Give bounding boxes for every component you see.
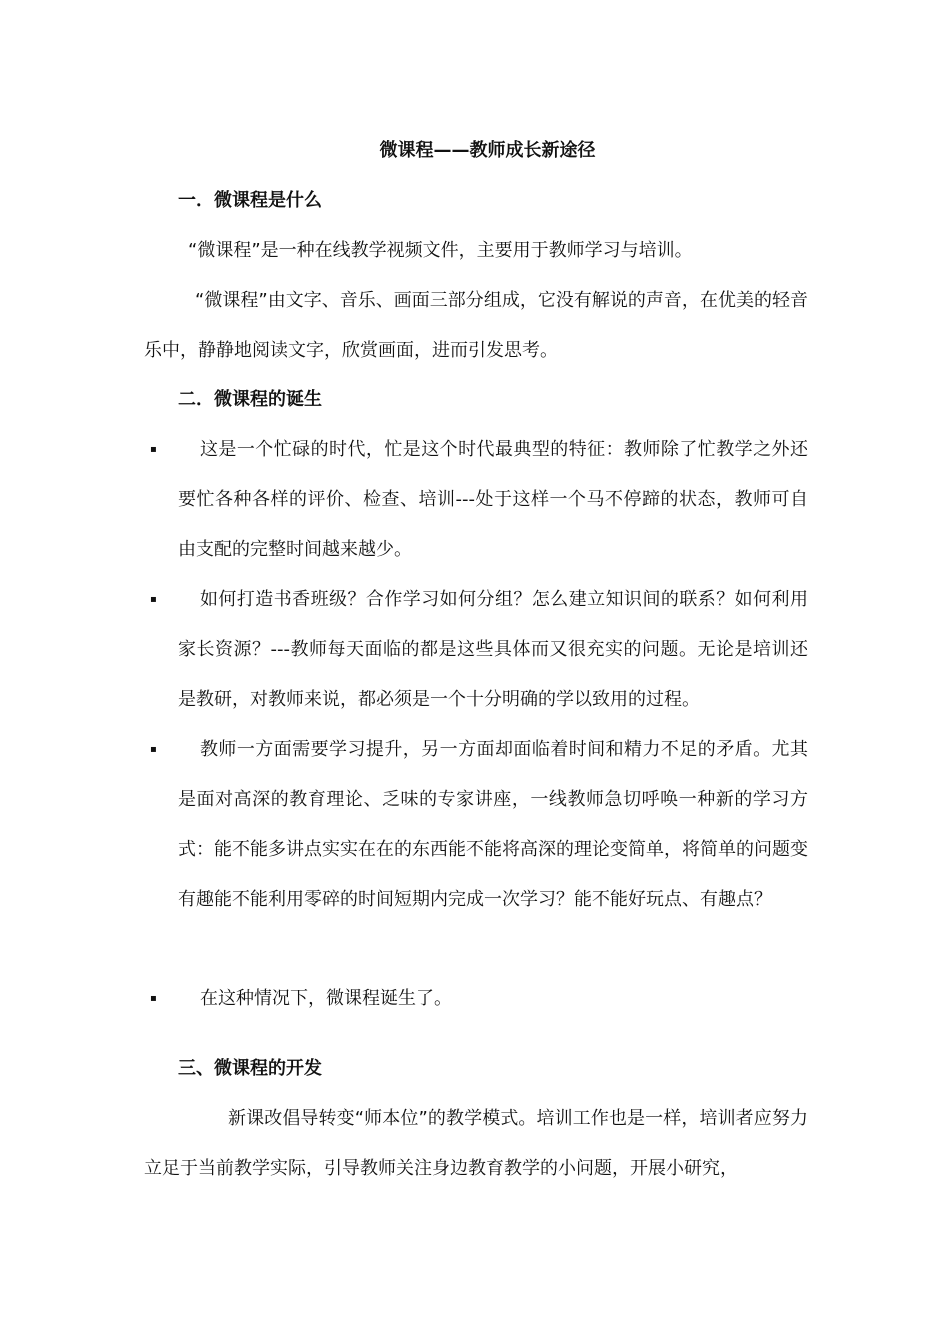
bullet-text-2: 如何打造书香班级？合作学习如何分组？怎么建立知识间的联系？如何利用家长资源？---教师每天面临的都是这些具体而又很充实的问题。无论是培训还是教研，对教师来说，都必须是一个十分明确的学以致用的过程。	[178, 589, 808, 710]
bullet-text-1: 这是一个忙碌的时代，忙是这个时代最典型的特征：教师除了忙教学之外还要忙各种各样的评价、检查、培训---处于这样一个马不停蹄的状态，教师可自由支配的完整时间越来越少。	[178, 439, 808, 560]
section-1-paragraph-1: “微课程”是一种在线教学视频文件，主要用于教师学习与培训。	[188, 240, 693, 261]
section-heading-1: 一．微课程是什么	[178, 190, 322, 211]
bullet-marker: ▪	[150, 444, 157, 455]
document-title: 微课程——教师成长新途径	[379, 140, 596, 161]
section-3-paragraph-1: 新课改倡导转变“师本位”的教学模式。培训工作也是一样，培训者应努力立足于当前教学实际，引导教师关注身边教育教学的小问题，开展小研究，	[144, 1108, 808, 1179]
bullet-marker: ▪	[150, 993, 157, 1004]
bullet-text-3: 教师一方面需要学习提升，另一方面却面临着时间和精力不足的矛盾。尤其是面对高深的教育理论、乏味的专家讲座，一线教师急切呼唤一种新的学习方式：能不能多讲点实实在在的东西能不能将高深的理论变简单，将简单的问题变有趣能不能利用零碎的时间短期内完成一次学习？能不能好玩点、有趣点？	[178, 739, 808, 910]
bullet-marker: ▪	[150, 744, 157, 755]
section-1-paragraph-2: “微课程”由文字、音乐、画面三部分组成，它没有解说的声音，在优美的轻音乐中，静静地阅读文字，欣赏画面，进而引发思考。	[144, 290, 808, 361]
section-heading-3: 三、微课程的开发	[178, 1058, 322, 1079]
section-heading-2: 二．微课程的诞生	[178, 389, 322, 410]
bullet-text-4: 在这种情况下，微课程诞生了。	[200, 988, 452, 1009]
bullet-marker: ▪	[150, 594, 157, 605]
